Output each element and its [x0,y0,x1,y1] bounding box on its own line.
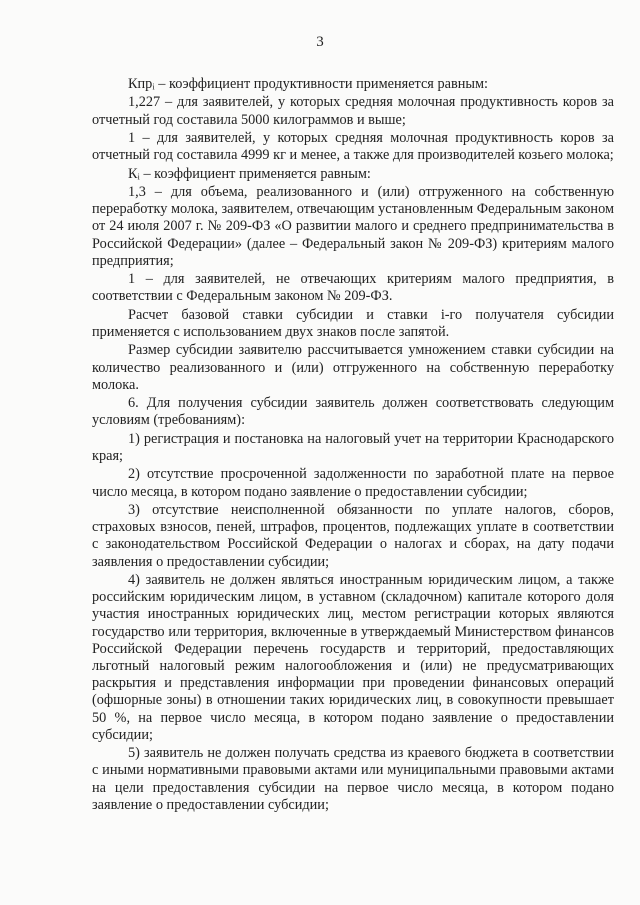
paragraph-section-6: 6. Для получения субсидии заявитель должен соответствовать следующим условиям (требованиям): [92,395,614,429]
paragraph-coef-1-small-business: 1 – для заявителей, не отвечающих критериям малого предприятия, в соответствии с Федеральным законом № 209-ФЗ. [92,271,614,305]
paragraph-condition-2: 2) отсутствие просроченной задолженности по заработной плате на первое число месяца, в котором подано заявление о предоставлении субсидии; [92,466,614,500]
paragraph-condition-1: 1) регистрация и постановка на налоговый учет на территории Краснодарского края; [92,430,614,464]
paragraph-condition-4: 4) заявитель не должен являться иностранным юридическим лицом, а также российским юридическим лицом, в уставном (складочном) капитале которого доля участия иностранных юридических лиц, местом регистрации которых являются государство или территория, включенные в утверждаемый Министерством финансов Российской Федерации перечень государств и территорий, предоставляющих льготный налоговый режим налогообложения и (или) не предусматривающих раскрытия и представления информации при проведении финансовых операций (офшорные зоны) в отношении таких юридических лиц, в совокупности превышает 50 %, на первое число месяца, в котором подано заявление о предоставлении субсидии; [92,571,614,743]
paragraph-coef-1227: 1,227 – для заявителей, у которых средняя молочная продуктивность коров за отчетный год составила 5000 килограммов и выше; [92,94,614,128]
paragraph-rate-calculation: Расчет базовой ставки субсидии и ставки i-го получателя субсидии применяется с использованием двух знаков после запятой. [92,306,614,340]
paragraph-productivity-coefficient: Кпрᵢ – коэффициент продуктивности применяется равным: [128,76,488,92]
paragraph-condition-3: 3) отсутствие неисполненной обязанности по уплате налогов, сборов, страховых взносов, пеней, штрафов, процентов, подлежащих уплате в соответствии с законодательством Российской Федерации о налогах и сборах, на дату подачи заявления о предоставлении субсидии; [92,501,614,570]
page-number: 3 [316,34,324,50]
paragraph-coef-1-productivity: 1 – для заявителей, у которых средняя молочная продуктивность коров за отчетный год составила 4999 кг и менее, а также для производителей козьего молока; [92,129,614,164]
document-body [92,76,614,815]
paragraph-coef-13: 1,3 – для объема, реализованного и (или) отгруженного на собственную переработку молока, заявителем, отвечающим установленным Федеральным законом от 24 июля 2007 г. № 209-ФЗ «О развитии малого и среднего предпринимательства в Российской Федерации» (далее – Федеральный закон № 209-ФЗ) критериям малого предприятия; [92,183,614,269]
paragraph-subsidy-size: Размер субсидии заявителю рассчитывается умножением ставки субсидии на количество реализованного и (или) отгруженного на собственную переработку молока. [92,342,614,393]
paragraph-k-coefficient: Кᵢ – коэффициент применяется равным: [128,165,371,182]
paragraph-condition-5: 5) заявитель не должен получать средства из краевого бюджета в соответствии с иными нормативными правовыми актами или муниципальными правовыми актами на цели предоставления субсидии на первое число месяца, в котором подано заявление о предоставлении субсидии; [92,745,614,813]
